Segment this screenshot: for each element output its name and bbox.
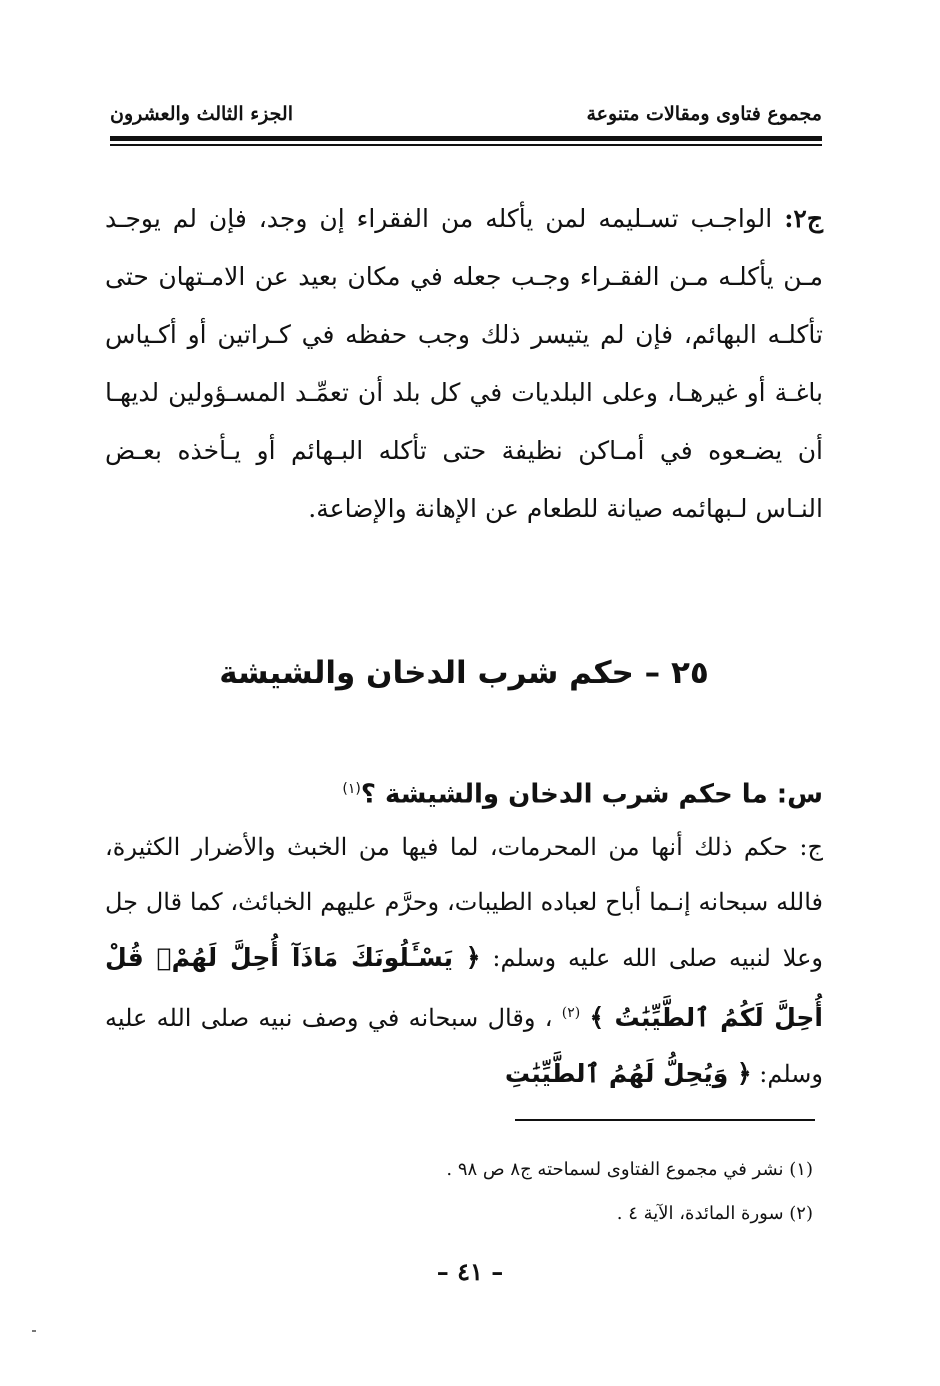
answer-2-label: ج٢:	[784, 204, 823, 233]
answer-text-part2: ، وقال سبحانه في وصف نبيه صلى الله عليه وسلم:	[105, 1004, 823, 1088]
footnote-1: (١) نشر في مجموع الفتاوى لسماحته ج٨ ص ٩٨ .	[446, 1159, 813, 1180]
page-number: – ٤١ –	[436, 1257, 504, 1286]
footnote-ref-2: (٢)	[561, 1005, 581, 1021]
header-rule	[110, 136, 822, 141]
scan-speck	[32, 1330, 36, 1332]
footnotes	[300, 1148, 813, 1236]
quran-verse-1: ﴿ يَسْـَٔلُونَكَ مَاذَآ أُحِلَّ لَهُمْۖ قُلْ أُحِلَّ لَكُمُ ٱلطَّيِّبَٰتُ ﴾	[105, 943, 823, 1032]
footnote-2: (٢) سورة المائدة، الآية ٤ .	[616, 1203, 813, 1224]
book-title: مجموع فتاوى ومقالات متنوعة	[586, 103, 822, 125]
answer-2-text: الواجـب تسـليمه لمن يأكله من الفقراء إن وجد، فإن لم يوجـد مـن يأكلـه مـن الفقـراء وجـب جعله في مكان بعيد عن الامـتهان حتى تأكلـه البهائم، فإن لم يتيسر ذلك وجب حفظه في كـراتين أو أكـياس باغـة أو غيرهـا، وعلى البلديات في كل بلد أن تعمِّـد المسـؤولين لديهـا أن يضـعوه في أمـاكن نظيفة حتى تأكله البـهائم أو يـأخذه بعـض النـاس لـبهائمه صيانة للطعام عن الإهانة والإضاعة.	[105, 204, 823, 523]
volume-label: الجزء الثالث والعشرون	[110, 103, 293, 125]
footnote-separator	[515, 1119, 815, 1121]
question-text: س: ما حكم شرب الدخان والشيشة ؟	[360, 779, 823, 810]
quran-verse-2: ﴿ وَيُحِلُّ لَهُمُ ٱلطَّيِّبَٰتِ	[504, 1059, 752, 1088]
section-title: ٢٥ – حكم شرب الدخان والشيشة	[219, 655, 709, 691]
answer-paragraph	[105, 820, 823, 1102]
question	[105, 764, 823, 820]
header-rule-thin	[110, 144, 822, 146]
answer-2-paragraph	[105, 190, 823, 538]
footnote-ref-1: (١)	[342, 781, 361, 797]
running-header	[110, 96, 822, 132]
answer-text-part1: ج: حكم ذلك أنها من المحرمات، لما فيها من الخبث والأضرار الكثيرة، فالله سبحانه إنـما أباح لعباده الطيبات، وحرَّم عليهم الخبائث، كما قال جل وعلا لنبيه صلى الله عليه وسلم:	[105, 833, 823, 972]
